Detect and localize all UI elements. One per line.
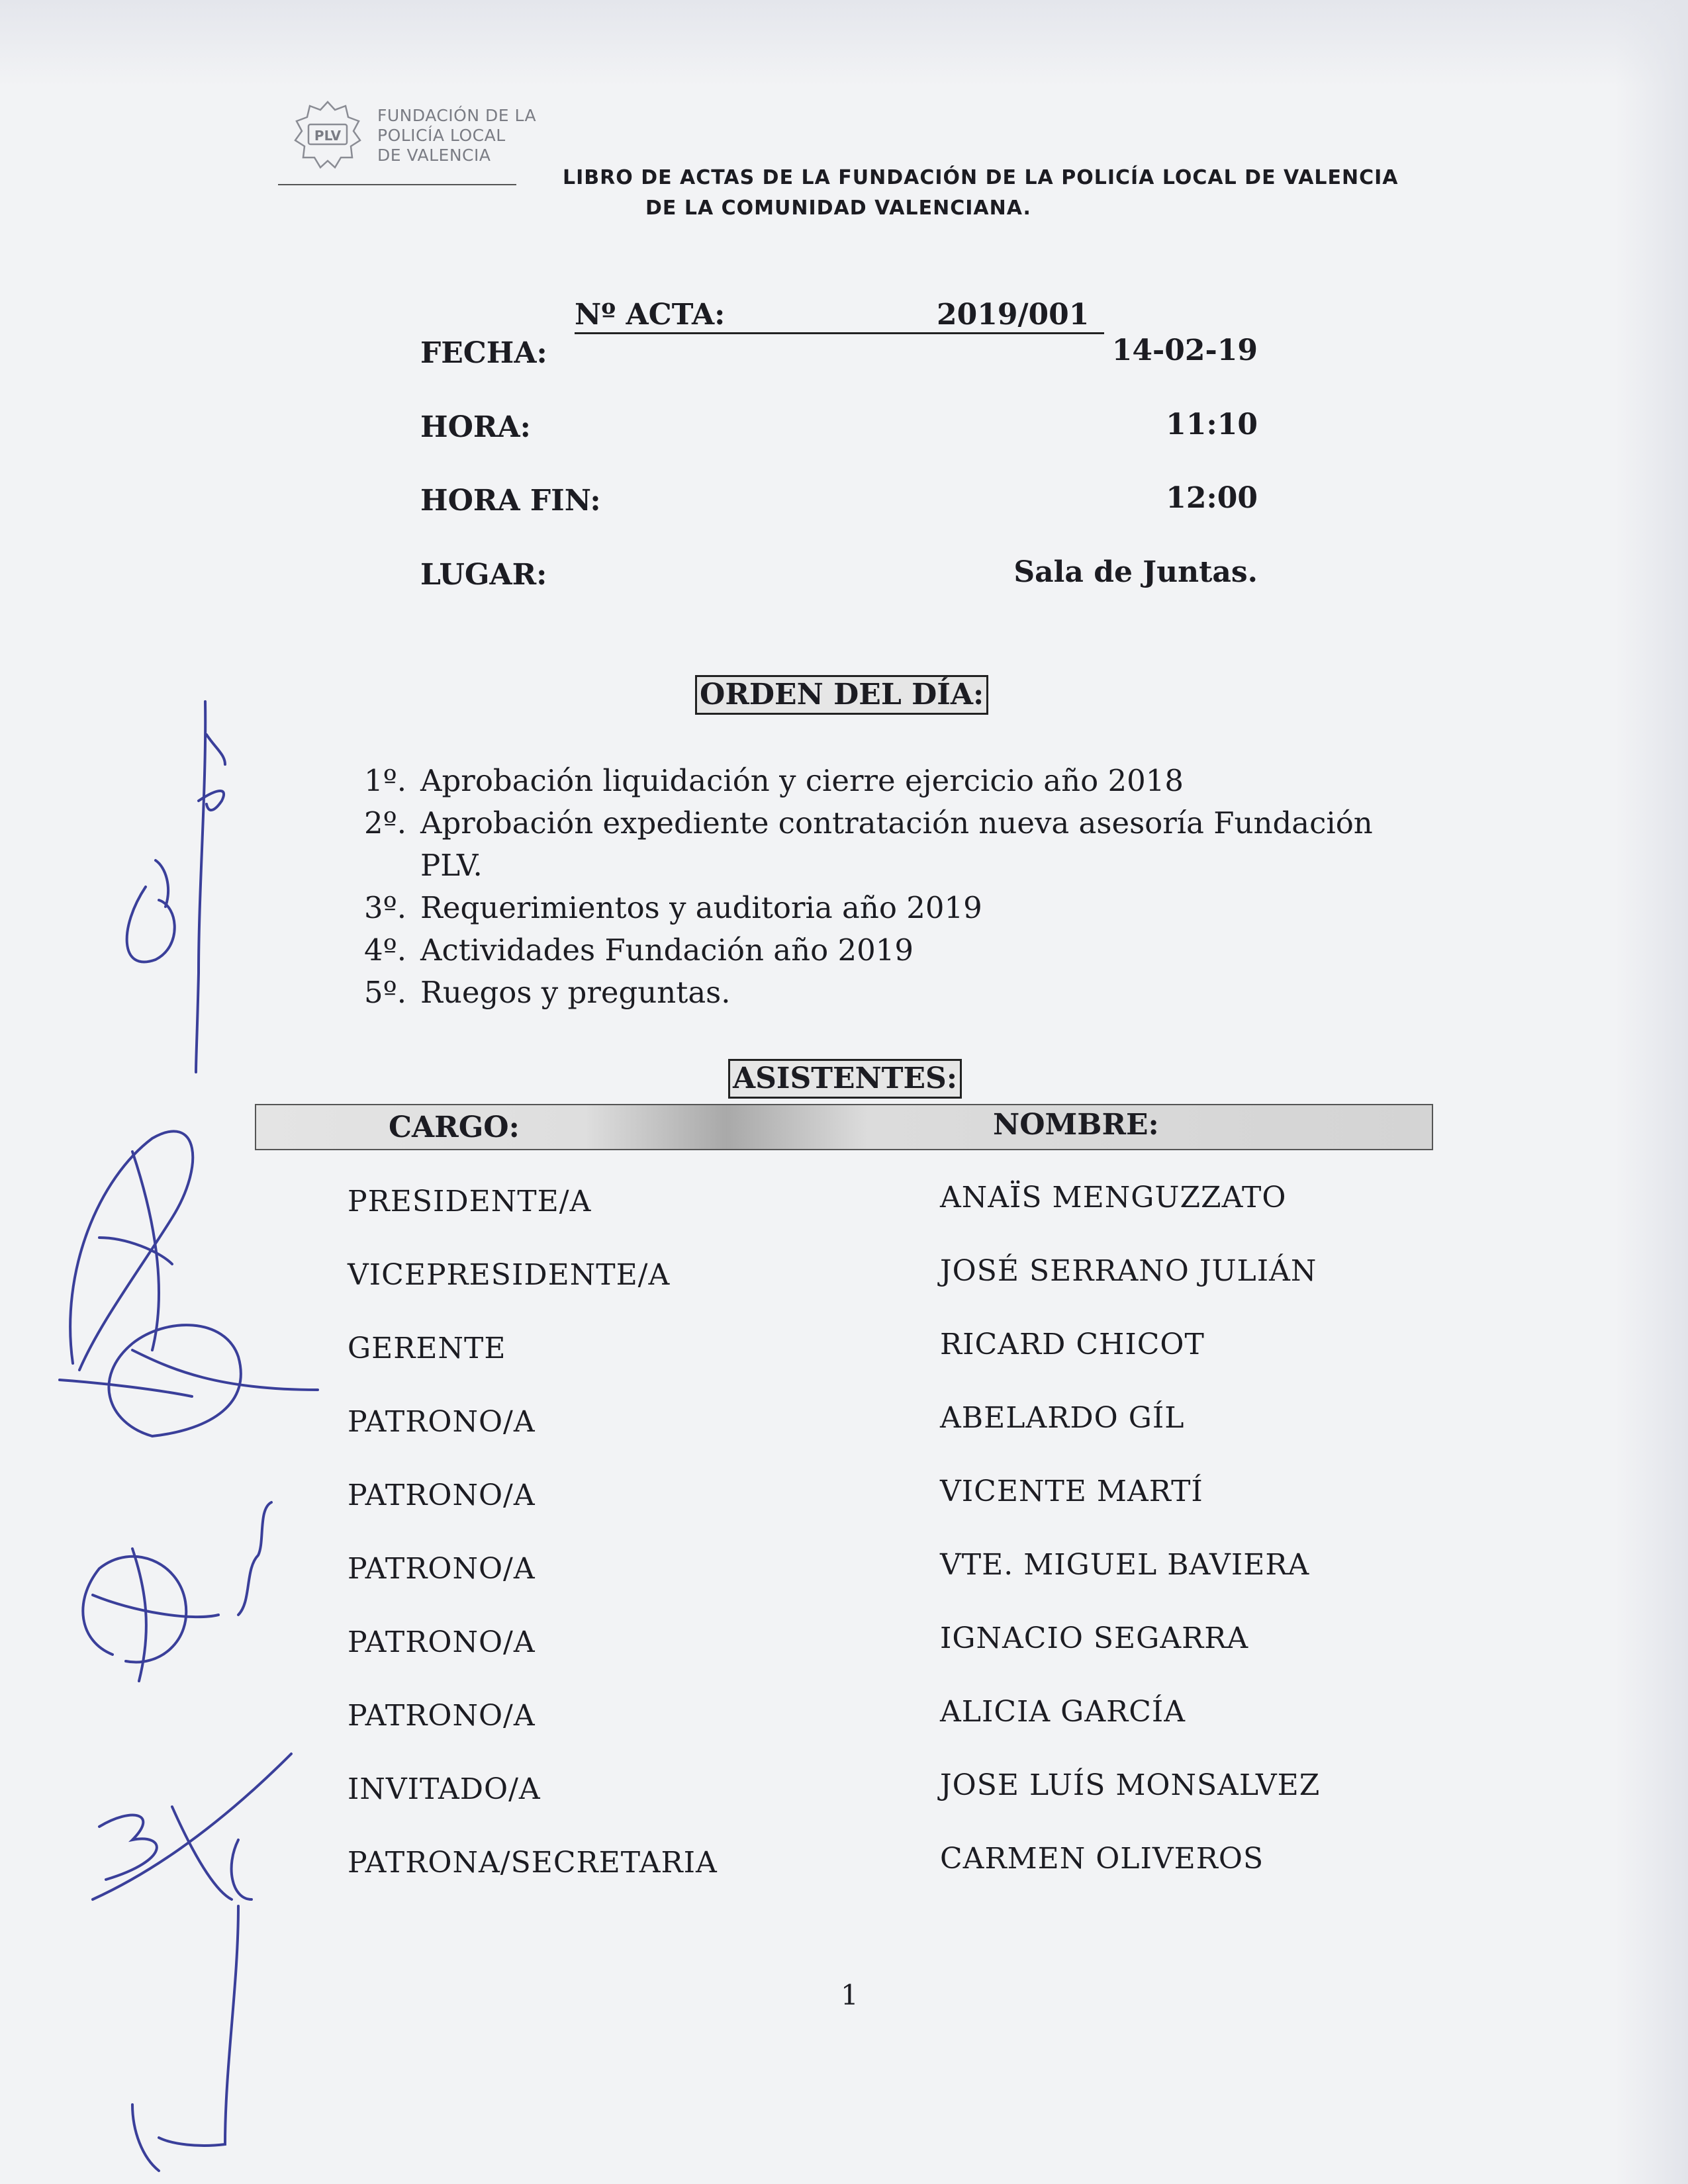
attendee-cargo: PRESIDENTE/A: [348, 1185, 592, 1218]
agenda-item: [364, 760, 1423, 802]
attendee-cargo: PATRONO/A: [348, 1625, 536, 1659]
attendee-nombre: JOSE LUÍS MONSALVEZ: [940, 1768, 1321, 1802]
attendees-table-header: [255, 1104, 1433, 1150]
agenda-number: 2º.: [364, 805, 407, 841]
fecha-label: FECHA:: [420, 336, 547, 370]
signature-1: [127, 702, 225, 1072]
hora-label: HORA:: [420, 410, 531, 444]
agenda-item: [364, 972, 1423, 1014]
acta-number-value: 2019/001: [937, 298, 1090, 332]
attendees-table: [348, 1181, 1407, 1919]
attendee-nombre: ANAÏS MENGUZZATO: [940, 1181, 1287, 1214]
attendee-row: [348, 1254, 1407, 1332]
attendee-row: [348, 1695, 1407, 1772]
attendee-row: [348, 1621, 1407, 1699]
book-title-line: DE LA COMUNIDAD VALENCIANA.: [645, 197, 1031, 220]
attendee-cargo: PATRONO/A: [348, 1479, 536, 1512]
asistentes-title: ASISTENTES:: [728, 1059, 962, 1099]
attendee-cargo: INVITADO/A: [348, 1772, 541, 1806]
signature-4: [93, 1754, 291, 2171]
attendee-row: [348, 1768, 1407, 1846]
badge-icon: [291, 99, 364, 172]
agenda-list: [364, 760, 1423, 1014]
attendee-nombre: ABELARDO GÍL: [940, 1401, 1185, 1435]
acta-underline: [575, 332, 1104, 334]
agenda-text: Ruegos y preguntas.: [420, 975, 731, 1010]
agenda-item: [364, 802, 1423, 887]
attendee-cargo: PATRONO/A: [348, 1699, 536, 1733]
lugar-value: Sala de Juntas.: [1013, 555, 1258, 589]
agenda-item: [364, 887, 1423, 929]
attendee-nombre: VTE. MIGUEL BAVIERA: [940, 1548, 1310, 1582]
attendee-nombre: IGNACIO SEGARRA: [940, 1621, 1249, 1655]
attendee-row: [348, 1548, 1407, 1625]
column-header-nombre: NOMBRE:: [993, 1108, 1159, 1142]
hora-value: 11:10: [1166, 408, 1258, 441]
agenda-number: 4º.: [364, 933, 407, 968]
book-title: [563, 163, 1423, 224]
agenda-number: 5º.: [364, 975, 407, 1010]
acta-number-label: Nº ACTA:: [575, 298, 726, 332]
attendee-row: [348, 1842, 1407, 1919]
agenda-text: Requerimientos y auditoria año 2019: [420, 890, 982, 925]
signature-3: [83, 1502, 271, 1681]
agenda-text: Actividades Fundación año 2019: [420, 933, 914, 968]
column-header-cargo: CARGO:: [389, 1111, 520, 1144]
logo-line: DE VALENCIA: [377, 146, 491, 165]
attendee-cargo: PATRONA/SECRETARIA: [348, 1846, 718, 1880]
signature-2: [60, 1131, 318, 1436]
fecha-value: 14-02-19: [1111, 334, 1258, 367]
agenda-text: Aprobación liquidación y cierre ejercicio año 2018: [420, 763, 1184, 798]
lugar-label: LUGAR:: [420, 558, 547, 592]
attendee-row: [348, 1328, 1407, 1405]
scan-shadow-right: [1615, 0, 1688, 2184]
attendee-cargo: VICEPRESIDENTE/A: [348, 1258, 671, 1292]
attendee-cargo: GERENTE: [348, 1332, 506, 1365]
attendee-nombre: VICENTE MARTÍ: [940, 1475, 1203, 1508]
agenda-number: 3º.: [364, 890, 407, 925]
attendee-nombre: JOSÉ SERRANO JULIÁN: [940, 1254, 1317, 1288]
attendee-row: [348, 1475, 1407, 1552]
attendee-row: [348, 1181, 1407, 1258]
attendee-nombre: RICARD CHICOT: [940, 1328, 1205, 1361]
book-title-line: LIBRO DE ACTAS DE LA FUNDACIÓN DE LA POLICÍA LOCAL DE VALENCIA: [563, 166, 1399, 189]
hora-fin-label: HORA FIN:: [420, 484, 601, 518]
svg-text:PLV: PLV: [314, 128, 342, 144]
hora-fin-value: 12:00: [1166, 481, 1258, 515]
logo-text: [377, 106, 537, 165]
logo-underline: [278, 184, 516, 185]
foundation-logo: [278, 93, 537, 192]
page-number: 1: [841, 1979, 859, 2011]
logo-line: POLICÍA LOCAL: [377, 126, 506, 145]
agenda-item: [364, 929, 1423, 972]
agenda-text: Aprobación expediente contratación nueva asesoría Fundación PLV.: [420, 805, 1373, 883]
agenda-number: 1º.: [364, 763, 407, 798]
attendee-nombre: CARMEN OLIVEROS: [940, 1842, 1264, 1876]
handwritten-signatures: [0, 688, 344, 2184]
attendee-row: [348, 1401, 1407, 1479]
attendee-nombre: ALICIA GARCÍA: [940, 1695, 1186, 1729]
attendee-cargo: PATRONO/A: [348, 1552, 536, 1586]
scan-shadow-top: [0, 0, 1688, 86]
orden-del-dia-title: ORDEN DEL DÍA:: [695, 675, 988, 715]
attendee-cargo: PATRONO/A: [348, 1405, 536, 1439]
logo-line: FUNDACIÓN DE LA: [377, 106, 537, 125]
